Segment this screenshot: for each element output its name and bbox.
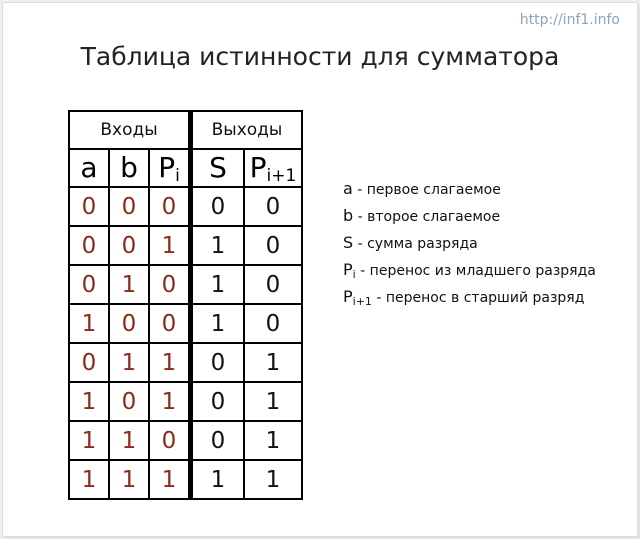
- truth-table-body: [69, 187, 302, 499]
- table-row: [69, 265, 302, 304]
- legend-item: [343, 205, 596, 232]
- legend-item: [343, 232, 596, 259]
- table-cell: 0: [149, 421, 191, 460]
- table-cell: 0: [149, 187, 191, 226]
- table-cell: 1: [149, 343, 191, 382]
- table-cell: 1: [69, 460, 109, 499]
- legend-item: [343, 286, 596, 313]
- table-cell: 1: [244, 460, 302, 499]
- legend-description: - перенос из младшего разряда: [355, 263, 596, 279]
- table-cell: 0: [191, 187, 245, 226]
- source-label: http://inf1.info: [519, 12, 620, 28]
- table-cell: 1: [149, 382, 191, 421]
- table-cell: 1: [69, 382, 109, 421]
- table-row: [69, 187, 302, 226]
- table-cell: 1: [69, 421, 109, 460]
- table-cell: 1: [244, 343, 302, 382]
- table-cell: 0: [109, 187, 149, 226]
- legend-description: - второе слагаемое: [353, 209, 501, 225]
- table-cell: 1: [191, 265, 245, 304]
- column-header-a: a: [69, 149, 109, 187]
- outputs-group-header: Выходы: [191, 111, 303, 149]
- table-cell: 0: [244, 304, 302, 343]
- table-cell: 1: [191, 304, 245, 343]
- truth-table: [68, 110, 303, 500]
- table-cell: 0: [109, 304, 149, 343]
- table-row: [69, 304, 302, 343]
- table-cell: 1: [149, 460, 191, 499]
- table-cell: 0: [191, 382, 245, 421]
- table-row: [69, 226, 302, 265]
- table-cell: 1: [109, 421, 149, 460]
- table-cell: 0: [149, 304, 191, 343]
- table-row: [69, 382, 302, 421]
- table-cell: 1: [244, 382, 302, 421]
- table-cell: 0: [109, 226, 149, 265]
- table-cell: 1: [244, 421, 302, 460]
- legend-symbol: P: [343, 260, 353, 279]
- table-row: [69, 421, 302, 460]
- table-row: [69, 460, 302, 499]
- legend-description: - сумма разряда: [353, 236, 478, 252]
- table-cell: 0: [244, 226, 302, 265]
- legend-item: [343, 259, 596, 286]
- legend-description: - первое слагаемое: [352, 182, 501, 198]
- table-cell: 0: [191, 343, 245, 382]
- column-header-s: S: [191, 149, 245, 187]
- legend: [343, 178, 596, 313]
- column-header-pi: $P_i$: [149, 149, 191, 187]
- table-cell: 1: [69, 304, 109, 343]
- table-cell: 0: [244, 265, 302, 304]
- legend-symbol: P: [343, 287, 353, 306]
- table-cell: 0: [69, 226, 109, 265]
- column-header-b: b: [109, 149, 149, 187]
- table-cell: 1: [109, 265, 149, 304]
- table-cell: 0: [244, 187, 302, 226]
- legend-symbol: b: [343, 206, 354, 225]
- table-cell: 1: [109, 343, 149, 382]
- table-cell: 0: [191, 421, 245, 460]
- table-cell: 0: [69, 343, 109, 382]
- legend-symbol: a: [343, 179, 353, 198]
- page-title: Таблица истинности для сумматора: [80, 42, 560, 71]
- legend-subscript: i: [352, 268, 356, 281]
- legend-item: [343, 178, 596, 205]
- legend-symbol: S: [343, 233, 354, 252]
- table-cell: 1: [191, 460, 245, 499]
- table-cell: 0: [109, 382, 149, 421]
- table-cell: 1: [109, 460, 149, 499]
- legend-subscript: i+1: [352, 295, 372, 308]
- inputs-group-header: Входы: [69, 111, 191, 149]
- table-cell: 0: [69, 265, 109, 304]
- table-cell: 0: [149, 265, 191, 304]
- legend-description: - перенос в старший разряд: [371, 290, 585, 306]
- column-header-pi1: $P_{i+1}$: [244, 149, 302, 187]
- table-cell: 1: [191, 226, 245, 265]
- table-row: [69, 343, 302, 382]
- table-cell: 0: [69, 187, 109, 226]
- table-cell: 1: [149, 226, 191, 265]
